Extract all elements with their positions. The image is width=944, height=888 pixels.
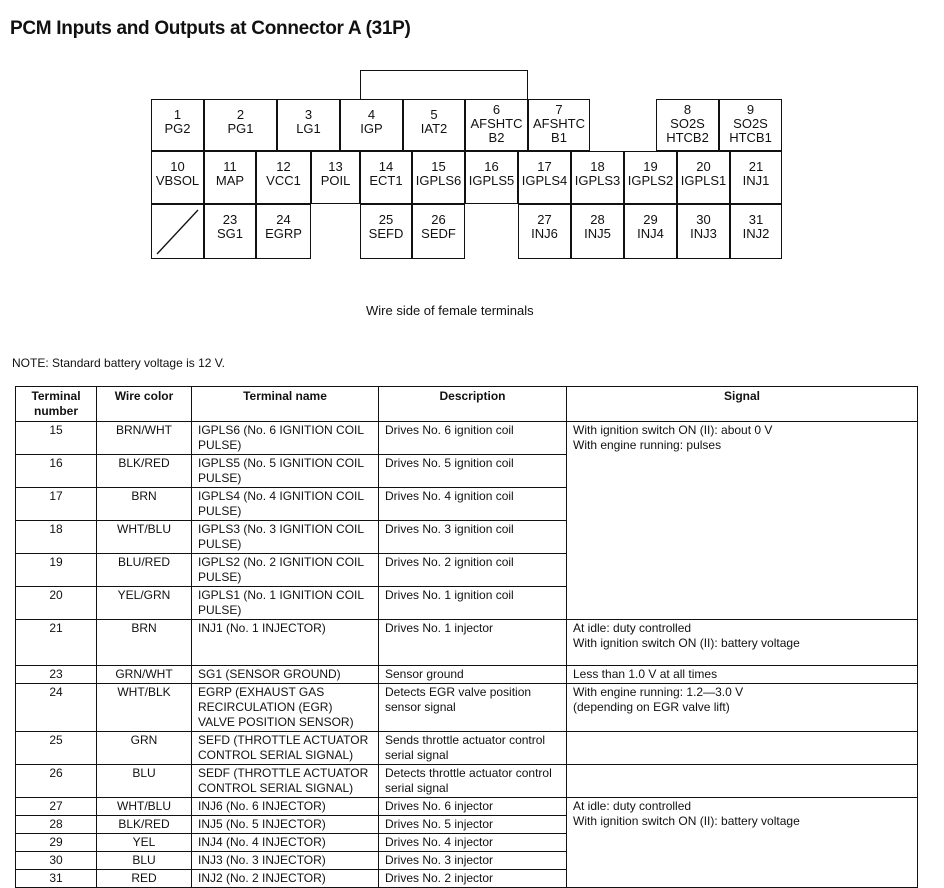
terminal-number: 29 <box>643 212 658 227</box>
terminal-name: IGPLS2 <box>627 173 674 188</box>
cell-description: Drives No. 1 injector <box>379 620 567 666</box>
cell-description: Drives No. 2 ignition coil <box>379 554 567 587</box>
terminal-name: PG2 <box>164 121 191 136</box>
cell-wire-color: GRN <box>97 732 192 765</box>
terminal-number: 2 <box>236 107 245 122</box>
cell-terminal-name: IGPLS1 (No. 1 IGNITION COIL PULSE) <box>192 587 379 620</box>
cell-signal: At idle: duty controlled With ignition switch ON (II): battery voltage <box>567 798 918 888</box>
terminal-cell-16 <box>465 151 518 204</box>
terminal-cell-18 <box>571 151 624 204</box>
terminal-cell-14 <box>360 151 412 204</box>
cell-terminal-name: IGPLS2 (No. 2 IGNITION COIL PULSE) <box>192 554 379 587</box>
cell-terminal-number: 31 <box>16 870 97 888</box>
terminal-name: AFSHTC B2 <box>470 116 523 145</box>
terminal-number: 9 <box>746 102 755 117</box>
terminal-name: POIL <box>320 173 351 188</box>
terminal-number: 1 <box>173 107 182 122</box>
note-text: NOTE: Standard battery voltage is 12 V. <box>12 356 226 370</box>
cell-description: Drives No. 3 injector <box>379 852 567 870</box>
terminal-name: LG1 <box>296 121 321 136</box>
terminal-name: ECT1 <box>369 173 403 188</box>
terminal-name: SO2S HTCB1 <box>729 116 772 145</box>
terminal-number: 12 <box>276 159 291 174</box>
terminal-name: SEFD <box>368 226 404 241</box>
terminal-name: INJ4 <box>637 226 664 241</box>
terminal-cell-31 <box>730 204 782 259</box>
terminal-name: IGPLS5 <box>468 173 515 188</box>
terminal-cell-25 <box>360 204 412 259</box>
cell-terminal-name: IGPLS5 (No. 5 IGNITION COIL PULSE) <box>192 455 379 488</box>
terminal-cell-28 <box>571 204 624 259</box>
terminal-number: 20 <box>696 159 711 174</box>
terminal-number: 14 <box>378 159 394 174</box>
terminal-name: IGP <box>360 121 383 136</box>
cell-wire-color: RED <box>97 870 192 888</box>
table-row <box>16 422 918 455</box>
terminal-name: VCC1 <box>266 173 301 188</box>
terminal-cell-12 <box>256 151 311 204</box>
cell-terminal-name: IGPLS4 (No. 4 IGNITION COIL PULSE) <box>192 488 379 521</box>
cell-description: Drives No. 5 ignition coil <box>379 455 567 488</box>
terminal-cell-15 <box>412 151 465 204</box>
cell-terminal-name: INJ4 (No. 4 INJECTOR) <box>192 834 379 852</box>
terminal-cell-4 <box>340 99 403 151</box>
terminal-number: 21 <box>748 159 764 174</box>
cell-terminal-number: 23 <box>16 666 97 684</box>
cell-terminal-number: 20 <box>16 587 97 620</box>
terminal-number: 26 <box>431 212 446 227</box>
terminal-name: SG1 <box>216 226 243 241</box>
cell-description: Drives No. 4 injector <box>379 834 567 852</box>
cell-wire-color: BLK/RED <box>97 816 192 834</box>
terminal-cell-23 <box>204 204 256 259</box>
terminal-name: IGPLS1 <box>680 173 727 188</box>
cell-signal: At idle: duty controlled With ignition switch ON (II): battery voltage <box>567 620 918 666</box>
header-description: Description <box>379 387 567 422</box>
terminal-cell-13 <box>311 151 360 204</box>
terminal-name: INJ5 <box>584 226 611 241</box>
terminal-cell-10 <box>151 151 204 204</box>
cell-description: Detects EGR valve position sensor signal <box>379 684 567 732</box>
terminal-cell-11 <box>204 151 256 204</box>
table-row <box>16 620 918 666</box>
cell-terminal-number: 27 <box>16 798 97 816</box>
terminal-number: 8 <box>683 102 692 117</box>
cell-terminal-name: EGRP (EXHAUST GAS RECIRCULATION (EGR) VALVE POSITION SENSOR) <box>192 684 379 732</box>
terminal-number: 5 <box>430 107 438 122</box>
cell-terminal-name: INJ1 (No. 1 INJECTOR) <box>192 620 379 666</box>
terminal-number: 3 <box>304 107 313 122</box>
cell-description: Drives No. 6 ignition coil <box>379 422 567 455</box>
diagram-caption: Wire side of female terminals <box>366 303 534 318</box>
cell-terminal-number: 16 <box>16 455 97 488</box>
cell-terminal-number: 30 <box>16 852 97 870</box>
terminal-number: 25 <box>378 212 394 227</box>
terminal-cell-6 <box>465 99 528 151</box>
cell-terminal-name: INJ2 (No. 2 INJECTOR) <box>192 870 379 888</box>
cell-terminal-name: SEFD (THROTTLE ACTUATOR CONTROL SERIAL SIGNAL) <box>192 732 379 765</box>
cell-wire-color: YEL/GRN <box>97 587 192 620</box>
terminal-name: INJ3 <box>690 226 717 241</box>
cell-wire-color: WHT/BLU <box>97 521 192 554</box>
terminal-cell-1 <box>151 99 204 151</box>
cell-terminal-name: INJ5 (No. 5 INJECTOR) <box>192 816 379 834</box>
terminal-cell-30 <box>677 204 730 259</box>
header-terminal-number: Terminal number <box>16 387 97 422</box>
terminal-cell-27 <box>518 204 571 259</box>
terminal-table <box>15 386 918 888</box>
table-row <box>16 684 918 732</box>
cell-terminal-number: 26 <box>16 765 97 798</box>
table-row <box>16 666 918 684</box>
cell-description: Detects throttle actuator control serial signal <box>379 765 567 798</box>
terminal-number: 6 <box>492 102 501 117</box>
terminal-name: IGPLS4 <box>521 173 568 188</box>
terminal-cell-29 <box>624 204 677 259</box>
cell-terminal-number: 15 <box>16 422 97 455</box>
terminal-number: 15 <box>431 159 446 174</box>
terminal-number: 19 <box>643 159 658 174</box>
terminal-name: IGPLS3 <box>574 173 621 188</box>
terminal-name: VBSOL <box>155 173 200 188</box>
cell-description: Sensor ground <box>379 666 567 684</box>
cell-description: Drives No. 4 ignition coil <box>379 488 567 521</box>
cell-terminal-name: SEDF (THROTTLE ACTUATOR CONTROL SERIAL SIGNAL) <box>192 765 379 798</box>
table-row <box>16 732 918 765</box>
cell-terminal-number: 18 <box>16 521 97 554</box>
terminal-cell-5 <box>403 99 465 151</box>
terminal-cell-17 <box>518 151 571 204</box>
cell-description: Drives No. 1 ignition coil <box>379 587 567 620</box>
terminal-number: 7 <box>555 102 563 117</box>
cell-description: Drives No. 3 ignition coil <box>379 521 567 554</box>
cell-wire-color: BLK/RED <box>97 455 192 488</box>
cell-terminal-name: INJ6 (No. 6 INJECTOR) <box>192 798 379 816</box>
terminal-number: 10 <box>170 159 185 174</box>
terminal-number: 11 <box>223 159 237 174</box>
terminal-number: 18 <box>590 159 605 174</box>
terminal-number: 23 <box>222 212 238 227</box>
cell-signal: With engine running: 1.2—3.0 V (depending on EGR valve lift) <box>567 684 918 732</box>
terminal-number: 27 <box>537 212 552 227</box>
terminal-cell-2 <box>204 99 277 151</box>
empty-cavity-slash-icon <box>151 204 204 259</box>
terminal-name: EGRP <box>265 226 302 241</box>
terminal-name: SO2S HTCB2 <box>666 116 709 145</box>
cell-description: Drives No. 2 injector <box>379 870 567 888</box>
cell-wire-color: WHT/BLU <box>97 798 192 816</box>
cell-terminal-number: 29 <box>16 834 97 852</box>
cell-terminal-number: 25 <box>16 732 97 765</box>
terminal-name: IGPLS6 <box>415 173 462 188</box>
terminal-name: MAP <box>215 173 245 188</box>
cell-terminal-name: IGPLS3 (No. 3 IGNITION COIL PULSE) <box>192 521 379 554</box>
cell-wire-color: BLU <box>97 765 192 798</box>
terminal-number: 30 <box>696 212 711 227</box>
terminal-number: 31 <box>748 212 764 227</box>
cell-terminal-number: 28 <box>16 816 97 834</box>
cell-description: Drives No. 5 injector <box>379 816 567 834</box>
cell-terminal-number: 24 <box>16 684 97 732</box>
terminal-cell-24 <box>256 204 311 259</box>
terminal-number: 17 <box>537 159 552 174</box>
terminal-name: INJ2 <box>742 226 770 241</box>
terminal-name: INJ6 <box>531 226 558 241</box>
cell-wire-color: BLU <box>97 852 192 870</box>
cell-wire-color: WHT/BLK <box>97 684 192 732</box>
cell-signal: With ignition switch ON (II): about 0 V With engine running: pulses <box>567 422 918 620</box>
cell-terminal-name: INJ3 (No. 3 INJECTOR) <box>192 852 379 870</box>
cell-wire-color: BLU/RED <box>97 554 192 587</box>
terminal-number: 13 <box>328 159 343 174</box>
cell-signal <box>567 732 918 765</box>
terminal-name: IAT2 <box>420 121 448 136</box>
terminal-number: 28 <box>590 212 605 227</box>
cell-signal <box>567 765 918 798</box>
cell-terminal-name: IGPLS6 (No. 6 IGNITION COIL PULSE) <box>192 422 379 455</box>
connector-diagram <box>0 0 944 270</box>
terminal-cell-9 <box>719 99 782 151</box>
terminal-number: 4 <box>367 107 376 122</box>
header-terminal-name: Terminal name <box>192 387 379 422</box>
cell-signal: Less than 1.0 V at all times <box>567 666 918 684</box>
terminal-cell-19 <box>624 151 677 204</box>
terminal-name: AFSHTC B1 <box>533 116 585 145</box>
terminal-name: SEDF <box>421 226 456 241</box>
cell-wire-color: YEL <box>97 834 192 852</box>
table-row <box>16 765 918 798</box>
cell-terminal-number: 19 <box>16 554 97 587</box>
terminal-cell-26 <box>412 204 465 259</box>
page-title: PCM Inputs and Outputs at Connector A (31P) <box>10 18 411 39</box>
header-signal: Signal <box>567 387 918 422</box>
cell-terminal-number: 17 <box>16 488 97 521</box>
table-row <box>16 798 918 816</box>
header-wire-color: Wire color <box>97 387 192 422</box>
connector-key <box>360 70 528 102</box>
terminal-number: 16 <box>484 159 499 174</box>
terminal-number: 24 <box>276 212 291 227</box>
terminal-cell-3 <box>277 99 340 151</box>
cell-wire-color: GRN/WHT <box>97 666 192 684</box>
terminal-name: INJ1 <box>742 173 770 188</box>
terminal-name: PG1 <box>227 121 254 136</box>
cell-description: Drives No. 6 injector <box>379 798 567 816</box>
cell-wire-color: BRN <box>97 488 192 521</box>
cell-description: Sends throttle actuator control serial signal <box>379 732 567 765</box>
terminal-cell-21 <box>730 151 782 204</box>
terminal-cell-8 <box>656 99 719 151</box>
cell-wire-color: BRN <box>97 620 192 666</box>
cell-wire-color: BRN/WHT <box>97 422 192 455</box>
terminal-cell-20 <box>677 151 730 204</box>
cell-terminal-number: 21 <box>16 620 97 666</box>
cell-terminal-name: SG1 (SENSOR GROUND) <box>192 666 379 684</box>
terminal-cell-7 <box>528 99 590 151</box>
